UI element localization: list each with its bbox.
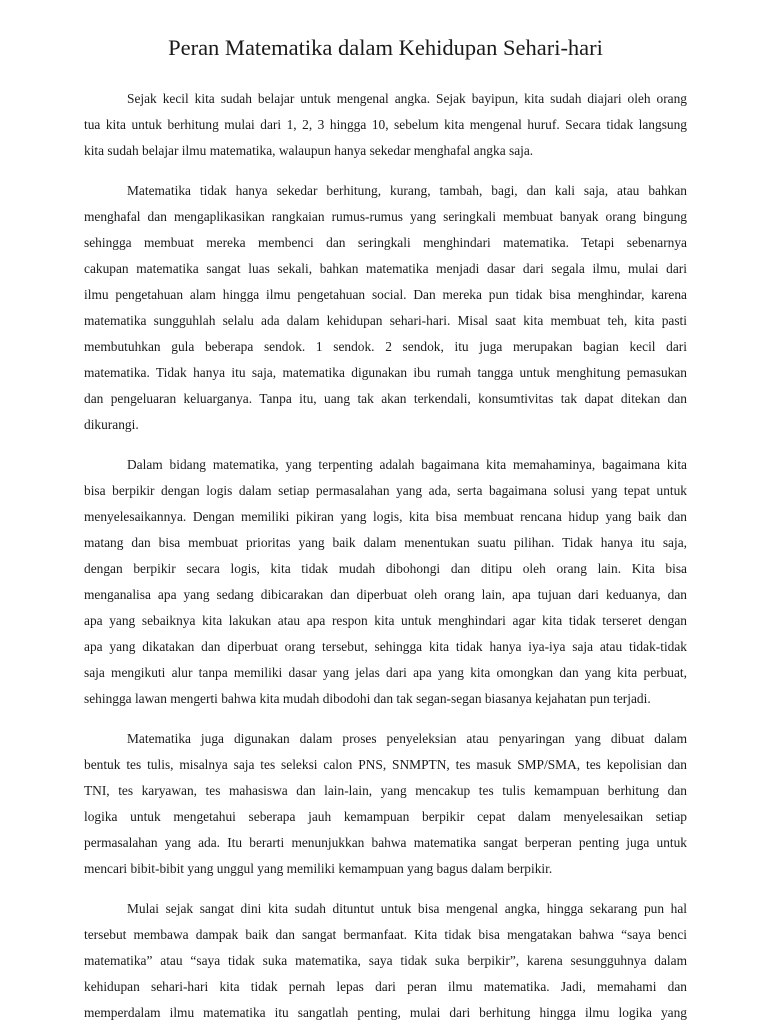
- text-line: kita sudah belajar ilmu matematika, walaupun hanya sekedar menghafal angka saja.: [84, 143, 534, 158]
- paragraph-3: [84, 452, 687, 712]
- text-line: saja mengikuti alur tanpa memiliki dasar yang jelas dari apa yang kita omongkan dan yang kita perbuat,: [84, 665, 687, 680]
- text-line: menghafal dan mengaplikasikan rangkaian rumus-rumus yang seringkali membuat banyak orang bingung: [84, 209, 687, 224]
- text-line: Dalam bidang matematika, yang terpenting adalah bagaimana kita memahaminya, bagaimana kita: [127, 457, 687, 472]
- paragraph-2: [84, 178, 687, 438]
- text-line: dikurangi.: [84, 417, 139, 432]
- paragraph-5: [84, 896, 687, 1026]
- text-line: matematika sungguhlah selalu ada dalam kehidupan sehari-hari. Misal saat kita membuat teh, kita pasti: [84, 313, 687, 328]
- text-line: TNI, tes karyawan, tes mahasiswa dan lain-lain, yang mencakup tes tulis kemampuan berhitung dan: [84, 783, 687, 798]
- paragraph-1: [84, 86, 687, 164]
- text-line: ilmu pengetahuan alam hingga ilmu pengetahuan social. Dan mereka pun tidak bisa menghindar, karena: [84, 287, 687, 302]
- text-line: Mulai sejak sangat dini kita sudah dituntut untuk bisa mengenal angka, hingga sekarang pun hal: [127, 901, 687, 916]
- text-line: sehingga lawan mengerti bahwa kita mudah dibodohi dan tak segan-segan biasanya kejahatan pun terjadi.: [84, 691, 651, 706]
- text-line: Sejak kecil kita sudah belajar untuk mengenal angka. Sejak bayipun, kita sudah diajari oleh orang: [127, 91, 687, 106]
- text-line: permasalahan yang ada. Itu berarti menunjukkan bahwa matematika sangat berperan penting juga untuk: [84, 835, 687, 850]
- text-line: matang dan bisa membuat prioritas yang baik dalam menentukan suatu pilihan. Tidak hanya itu saja,: [84, 535, 687, 550]
- text-line: apa yang dikatakan dan diperbuat orang tersebut, sehingga kita tidak hanya iya-iya saja atau tidak-tidak: [84, 639, 687, 654]
- text-line: apa yang sebaiknya kita lakukan atau apa respon kita untuk menghindari agar kita tidak terseret dengan: [84, 613, 687, 628]
- document-page: [84, 0, 687, 1026]
- text-line: Matematika tidak hanya sekedar berhitung, kurang, tambah, bagi, dan kali saja, atau bahkan: [127, 183, 687, 198]
- text-line: bisa berpikir dengan logis dalam setiap permasalahan yang ada, serta bagaimana solusi yang tepat untuk: [84, 483, 687, 498]
- text-line: membutuhkan gula beberapa sendok. 1 sendok. 2 sendok, itu juga merupakan bagian kecil dari: [84, 339, 687, 354]
- text-line: menganalisa apa yang sedang dibicarakan dan diperbuat oleh orang lain, apa tujuan dari keduanya, dan: [84, 587, 687, 602]
- text-line: matematika. Tidak hanya itu saja, matematika digunakan ibu rumah tangga untuk menghitung pemasukan: [84, 365, 687, 380]
- text-line: kehidupan sehari-hari kita tidak pernah lepas dari peran ilmu matematika. Jadi, memahami dan: [84, 979, 687, 994]
- text-line: bentuk tes tulis, misalnya saja tes seleksi calon PNS, SNMPTN, tes masuk SMP/SMA, tes kepolisian dan: [84, 757, 687, 772]
- text-line: menyelesaikannya. Dengan memiliki pikiran yang logis, kita bisa membuat rencana hidup yang baik dan: [84, 509, 687, 524]
- paragraph-4: [84, 726, 687, 882]
- text-line: matematika” atau “saya tidak suka matematika, saya tidak suka berpikir”, karena sesungguhnya dalam: [84, 953, 687, 968]
- text-line: sehingga membuat mereka membenci dan seringkali menghindari matematika. Tetapi sebenarnya: [84, 235, 687, 250]
- text-line: cakupan matematika sangat luas sekali, bahkan matematika menjadi dasar dari segala ilmu, mulai dari: [84, 261, 687, 276]
- text-line: tersebut membawa dampak baik dan sangat bermanfaat. Kita tidak bisa mengatakan bahwa “saya benci: [84, 927, 687, 942]
- document-title: Peran Matematika dalam Kehidupan Sehari-hari: [168, 35, 603, 60]
- text-line: logika untuk mengetahui seberapa jauh kemampuan berpikir cepat dalam menyelesaikan setiap: [84, 809, 687, 824]
- text-line: Matematika juga digunakan dalam proses penyeleksian atau penyaringan yang dibuat dalam: [127, 731, 687, 746]
- text-line: mencari bibit-bibit yang unggul yang memiliki kemampuan yang bagus dalam berpikir.: [84, 861, 553, 876]
- text-line: memperdalam ilmu matematika itu sangatlah penting, mulai dari berhitung hingga ilmu logika yang: [84, 1005, 687, 1020]
- text-line: dan pengeluaran keluarganya. Tanpa itu, uang tak akan terkendali, konsumtivitas tak dapat ditekan dan: [84, 391, 687, 406]
- text-line: dengan berpikir secara logis, kita tidak mudah dibohongi dan ditipu oleh orang lain. Kita bisa: [84, 561, 687, 576]
- text-line: tua kita untuk berhitung mulai dari 1, 2, 3 hingga 10, sebelum kita mengenal huruf. Secara tidak langsung: [84, 117, 687, 132]
